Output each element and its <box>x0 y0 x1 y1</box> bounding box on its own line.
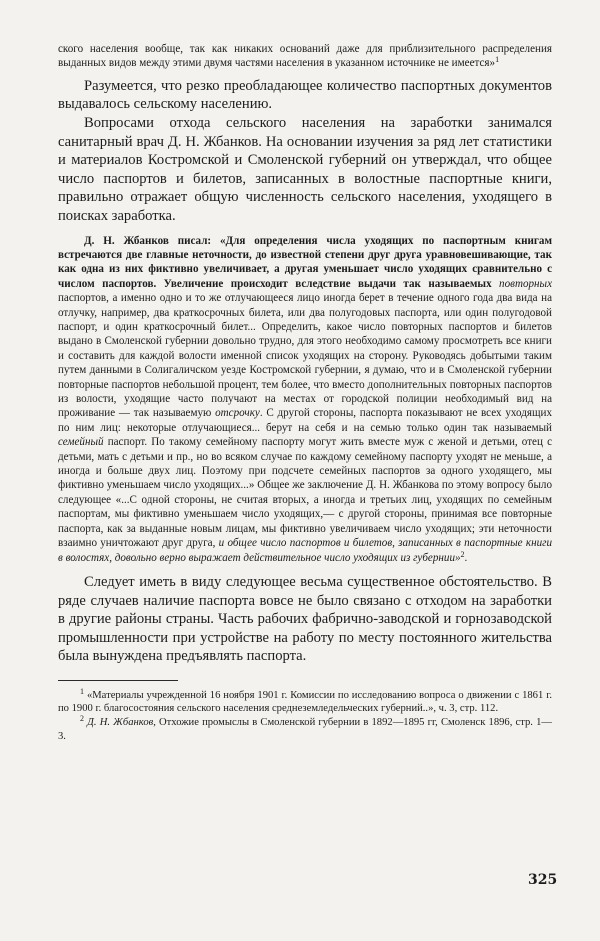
paragraph-3: Следует иметь в виду следующее весьма существенное обстоятельство. В ряде случаев наличие паспорта вовсе не было связано с отходом на заработки в другие районы страны. Часть рабочих фабрично-заводской и горнозаводской промышленности при устройстве на работу по месту постоянного жительства была вынуждена предъявлять паспорта. <box>58 573 552 665</box>
footnote-1 <box>58 686 553 716</box>
quote-part-3: . С другой стороны, паспорта показывают не всех уходящих по ним лиц: некоторые отлучающиеся... берут на себя и на семью только один так называемый <box>58 407 552 434</box>
footnote-ref-2: 2 <box>460 549 465 559</box>
quote-part-2: паспортов, а именно одно и то же отлучающееся лицо иногда берет в течение одного года два вида на отлучку, например, два краткосрочных билета, или два полугодовых паспорта, или один полугодовой паспорт, и один краткосрочный билет... Определить, какое число повторных паспортов и билетов выдано в Смоленской губернии довольно трудно, для этого необходимо самому просмотреть все книги и составить для каждой волости именной список уходящих на сторону. Руководясь добытыми таким путем данными в Солигаличском уезде Костромской губернии, я думаю, что и в Смоленской губернии повторные паспортов небольшой процент, тем более, что вместо дополнительных повторных паспортов из волости, уходящие часто получают на местах от городской полиции необходимый вид на проживание — так называемую <box>58 292 552 420</box>
quote-italic-3: семейный <box>58 436 104 449</box>
footnote-2-author: Д. Н. Жбанков <box>87 717 154 729</box>
footnote-ref-1: 1 <box>495 55 500 65</box>
footnote-2-text: , Отхожие промыслы в Смоленской губернии в 1892—1895 гг, Смоленск 1896, стр. 1—3. <box>58 717 552 742</box>
intro-quote-end <box>58 42 552 71</box>
intro-text: ского населения вообще, так как никаких оснований даже для приблизительного распределения выданных видов между этими двумя частями населения в указанном источнике не имеется» <box>58 43 552 70</box>
footnote-1-number: 1 <box>80 686 84 696</box>
footnote-1-text: «Материалы учрежденной 16 ноября 1901 г. Комиссии по исследованию вопроса о движении с 1861 г. по 1900 г. благосостояния сельского населения среднеземледельческих губерний..», ч. 3, стр. 112. <box>58 689 553 715</box>
quote-part-1: «Для определения числа уходящих по паспортным книгам встречаются две главные неточности, до известной степени друг друга уравновешивающие, так как одна из них фиктивно увеличивает, а другая уменьшает число уходящих сравнительно с числом паспортов. Увеличение происходит вследствие выдачи так называемых <box>58 234 553 290</box>
quote-block: Д. Н. Жбанков писал: «Для определения числа уходящих по паспортным книгам встречаются две главные неточности, до известной степени друг друга уравновешивающие, так как одна из них фиктивно увеличивает, а другая уменьшает число уходящих сравнительно с числом паспортов. Увеличение происходит вследствие выдачи так называемых повторных паспортов, а именно одно и то же отлучающееся лицо иногда берет в течение одного года два вида на отлучку, например, два краткосрочных билета, или два полугодовых паспорта, или один полугодовой паспорт, и один краткосрочный билет... Определить, какое число повторных паспортов и билетов выдано в Смоленской губернии довольно трудно, для этого необходимо самому просмотреть все книги и составить для каждой волости именной список уходящих на сторону. Руководясь добытыми таким путем данными в Солигаличском уезде Костромской губернии, я думаю, что и в Смоленской губернии повторные паспортов небольшой процент, тем более, что вместо дополнительных повторных паспортов из волости, уходящие часто получают на местах от городской полиции необходимый вид на проживание — так называемую отсрочку. С другой стороны, паспорта показывают не всех уходящих по ним лиц: некоторые отлучающиеся... берут на себя и на семью только один так называемый семейный паспорт. По такому семейному паспорту могут жить вместе муж с женой и детьми, отец с детьми, мать с детьми и пр., но во всяком случае по каждому семейному паспорту уходят не меньше, а иногда и больше двух лиц. Поэтому при подсчете семейных паспортов за одного уходящего, мы фиктивно уменьшаем число уходящих...» Общее же заключение Д. Н. Жбанкова по этому вопросу было следующее «...С одной стороны, не считая вторых, а иногда и третьих лиц, уходящих по семейным паспортам, мы фиктивно уменьшаем число уходящих,— с другой стороны, принимая все повторные паспорта, как за выданные новым лицам, мы фиктивно увеличиваем число уходящих; эти неточности взаимно уничтожают друг друга, и общее число паспортов и билетов, записанных в паспортные книги в волостях, довольно верно выражает действительное число уходящих из губернии»$^2$. <box>58 234 553 564</box>
quote-author: Д. Н. Жбанков писал: <box>84 234 212 247</box>
footnote-separator <box>58 680 178 681</box>
page-number: 325 <box>528 872 558 888</box>
quote-part-4: паспорт. По такому семейному паспорту могут жить вместе муж с женой и детьми, отец с детьми, мать с детьми и пр., но во всяком случае по каждому семейному паспорту уходят не меньше, а иногда и больше двух лиц. Поэтому при подсчете семейных паспортов за одного уходящего, мы фиктивно уменьшаем число уходящих...» Общее же заключение Д. Н. Жбанкова по этому вопросу было следующее «...С одной стороны, не считая вторых, а иногда и третьих лиц, уходящих по семейным паспортам, мы фиктивно уменьшаем число уходящих,— с другой стороны, принимая все повторные паспорта, как за выданные новым лицам, мы фиктивно увеличиваем число уходящих; эти неточности взаимно уничтожают друг друга, <box>58 436 552 550</box>
paragraph-1: Разумеется, что резко преобладающее количество паспортных документов выдавалось сельскому населению. <box>58 77 552 113</box>
paragraph-2: Вопросами отхода сельского населения на заработки занимался санитарный врач Д. Н. Жбанков. На основании изучения за ряд лет статистики и материалов Костромской и Смоленской губерний он утверждал, что общее число паспортов и билетов, записанных в волостные паспортные книги, правильно отражает общую численность сельского населения, уходящего в поисках заработка. <box>58 115 552 224</box>
footnote-2-number: 2 <box>80 714 84 724</box>
quote-italic-2: отсрочку <box>215 407 260 420</box>
quote-italic-1: повторных <box>499 277 552 290</box>
footnote-2 <box>58 716 552 743</box>
quote-italic-4: и общее число паспортов и билетов, записанных в паспортные книги в волостях, довольно верно выражает действительное число уходящих из губернии» <box>58 537 552 564</box>
